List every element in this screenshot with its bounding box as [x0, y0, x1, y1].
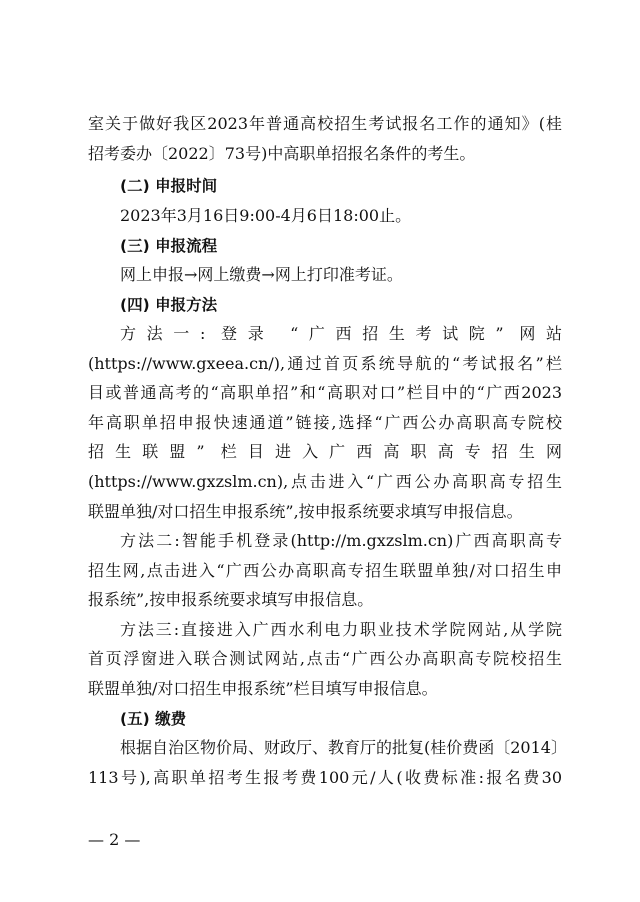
paragraph-line: 招生联盟” 栏目进入广西高职高专招生网: [88, 442, 562, 461]
paragraph-line: 联盟单独/对口招生申报系统”栏目填写申报信息。: [88, 679, 438, 698]
paragraph-line: 招生网,点击进入“广西公办高职高专招生联盟单独/对口招生申: [88, 561, 562, 580]
paragraph-line: 2023年3月16日9:00-4月6日18:00止。: [120, 206, 412, 225]
paragraph-line: 首页浮窗进入联合测试网站,点击“广西公办高职高专院校招生: [88, 649, 562, 668]
paragraph-line: (https://www.gxeea.cn/),通过首页系统导航的“考试报名”栏: [88, 354, 562, 373]
paragraph-line: 室关于做好我区2023年普通高校招生考试报名工作的通知》(桂: [88, 114, 562, 133]
paragraph-line: 方法三:直接进入广西水利电力职业技术学院网站,从学院: [120, 620, 562, 639]
paragraph-line: (https://www.gxzslm.cn),点击进入“广西公办高职高专招生: [88, 472, 562, 491]
section-heading-fee: (五) 缴费: [120, 710, 187, 728]
paragraph-line: 113号),高职单招考生报考费100元/人(收费标准:报名费30: [88, 768, 562, 787]
section-heading-time: (二) 申报时间: [120, 177, 218, 195]
section-heading-method: (四) 申报方法: [120, 296, 218, 314]
paragraph-line: 网上申报→网上缴费→网上打印准考证。: [120, 265, 403, 284]
paragraph-line: 根据自治区物价局、财政厅、教育厅的批复(桂价费函〔2014〕: [120, 738, 567, 757]
paragraph-line: 报系统”,按申报系统要求填写申报信息。: [88, 590, 374, 609]
paragraph-line: 方法一: 登录 “广西招生考试院” 网站: [120, 324, 562, 343]
paragraph-line: 目或普通高考的“高职单招”和“高职对口”栏目中的“广西2023: [88, 383, 562, 402]
paragraph-line: 联盟单独/对口招生申报系统”,按申报系统要求填写申报信息。: [88, 502, 523, 521]
page-number: — 2 —: [88, 830, 141, 849]
paragraph-line: 方法二:智能手机登录(http://m.gxzslm.cn)广西高职高专: [120, 531, 562, 550]
section-heading-process: (三) 申报流程: [120, 237, 218, 255]
paragraph-line: 年高职单招申报快速通道”链接,选择“广西公办高职高专院校: [88, 413, 562, 432]
paragraph-line: 招考委办〔2022〕73号)中高职单招报名条件的考生。: [88, 144, 476, 163]
